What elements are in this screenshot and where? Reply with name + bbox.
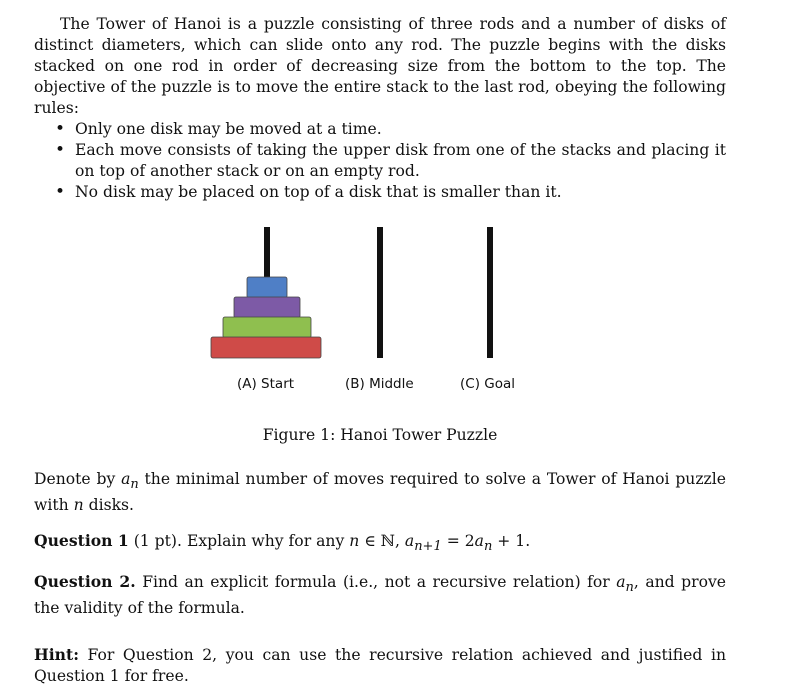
hint-paragraph: Hint: For Question 2, you can use the recursive relation achieved and justified in Question 1 for free. bbox=[34, 645, 726, 686]
question-2-label: Question 2. bbox=[34, 572, 136, 592]
rod-c bbox=[487, 227, 493, 358]
rules-list bbox=[34, 119, 726, 203]
disk-1 bbox=[247, 277, 287, 298]
disk-3 bbox=[223, 317, 311, 338]
figure-caption: Figure 1: Hanoi Tower Puzzle bbox=[262, 426, 498, 444]
question-2: Question 2. Find an explicit formula (i.e., not a recursive relation) for $a_n$, and prove the validity of the formula. bbox=[34, 572, 726, 618]
intro-paragraph: The Tower of Hanoi is a puzzle consisting of three rods and a number of disks of distinct diameters, which can slide onto any rod. The puzzle begins with the disks stacked on one rod in order of decreasing size from the bottom to the top. The objective of the puzzle is to move the entire stack to the last rod, obeying the following rules: bbox=[34, 15, 726, 117]
definition-paragraph: Denote by $a_n$ the minimal number of moves required to solve a Tower of Hanoi puzzle with n disks. bbox=[34, 470, 726, 515]
rule-item: • Each move consists of taking the upper disk from one of the stacks and placing it on top of another stack or on an empty rod. bbox=[75, 140, 726, 182]
label-goal: (C) Goal bbox=[460, 376, 515, 392]
question-1: Question 1 (1 pt). Explain why for any n ∈ ℕ, $a_{n+1} = 2a_n + 1$. bbox=[34, 531, 531, 555]
disk-2 bbox=[234, 297, 300, 318]
rule-item: • Only one disk may be moved at a time. bbox=[75, 119, 726, 140]
question-1-label: Question 1 bbox=[34, 531, 129, 551]
hanoi-figure bbox=[34, 227, 726, 403]
label-middle: (B) Middle bbox=[345, 376, 414, 392]
hanoi-illustration bbox=[206, 227, 526, 367]
disk-4 bbox=[211, 337, 321, 358]
rod-b bbox=[377, 227, 383, 358]
rod-a bbox=[264, 227, 270, 277]
document-page bbox=[34, 14, 726, 687]
hint-label: Hint: bbox=[34, 645, 79, 665]
label-start: (A) Start bbox=[237, 376, 295, 392]
rule-item: • No disk may be placed on top of a disk that is smaller than it. bbox=[75, 182, 726, 203]
